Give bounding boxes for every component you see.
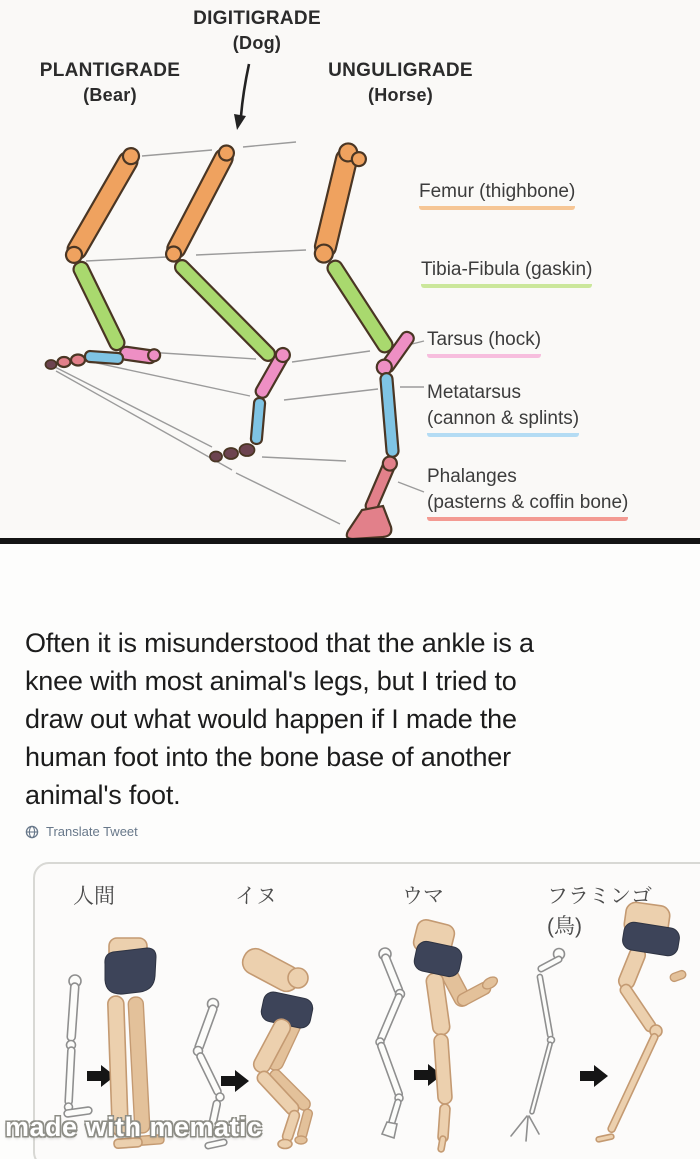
tweet-line: draw out what would happen if I made the [25,704,517,734]
flamingo-skeleton-sketch [511,949,565,1142]
tweet-line: Often it is misunderstood that the ankle is a [25,628,534,658]
bear-leg [46,144,161,369]
right-arrow-icon [221,1070,249,1092]
figure-label-dog: イヌ [235,885,277,908]
right-arrow-icon [580,1065,608,1087]
dog-leg [162,142,292,461]
gait-animal: (Bear) [83,85,137,105]
figure-label-human: 人間 [73,885,115,908]
human-skeleton-sketch [64,975,93,1117]
gait-name: UNGULIGRADE [328,60,473,81]
bone-label-tarsus: Tarsus (hock) [427,327,541,358]
down-arrow-icon [234,64,249,130]
bone-label-femur: Femur (thighbone) [419,179,575,210]
horse-skeleton-sketch [376,948,405,1138]
mematic-watermark: made with mematic [5,1112,263,1142]
gait-label-plantigrade [10,60,210,106]
gait-name: PLANTIGRADE [39,60,181,81]
figure-label-horse: ウマ [402,885,444,908]
gait-animal: (Dog) [232,33,282,53]
figure-label-flamingo: フラミンゴ(鳥) [547,885,652,938]
globe-icon [25,825,39,839]
gait-name: DIGITIGRADE [193,8,321,29]
tweet-line: animal's foot. [25,780,181,810]
tweet [0,544,700,1159]
tweet-text [25,624,687,814]
bone-label-metatarsus: Metatarsus (cannon & splints) [427,380,579,437]
anatomy-diagram [0,0,700,538]
bone-label-tibia-fibula: Tibia-Fibula (gaskin) [421,257,592,288]
translate-tweet-link[interactable] [25,824,138,839]
tweet-line: knee with most animal's legs, but I tried to [25,666,517,696]
bone-label-phalanges: Phalanges (pasterns & coffin bone) [427,464,628,521]
gait-animal: (Horse) [367,85,434,105]
hoof [347,506,392,538]
tweet-line: human foot into the bone base of another [25,742,511,772]
horse-pose-figure [412,918,500,1153]
gait-label-unguligrade [298,60,503,106]
gait-label-digitigrade [168,8,346,54]
translate-tweet-label: Translate Tweet [46,824,138,839]
horse-leg [312,141,417,538]
